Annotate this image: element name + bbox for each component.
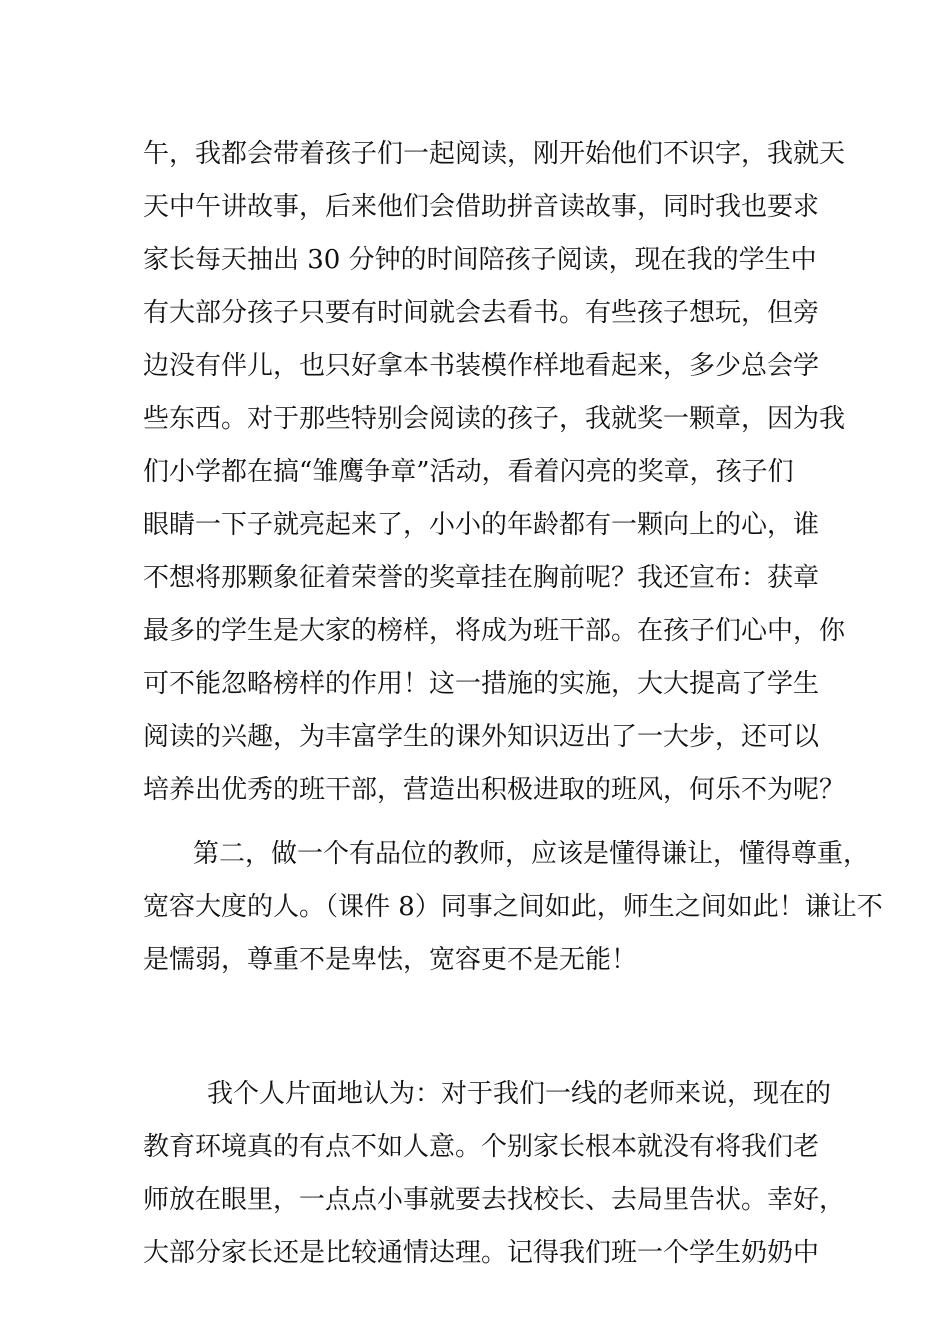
text-line: 阅读的兴趣，为丰富学生的课外知识迈出了一大步，还可以 xyxy=(143,722,820,752)
text-line: 午，我都会带着孩子们一起阅读，刚开始他们不识字，我就天 xyxy=(143,139,846,169)
text-line: 教育环境真的有点不如人意。个别家长根本就没有将我们老 xyxy=(143,1132,820,1162)
paragraph-respect-tolerance xyxy=(143,828,883,987)
paragraph-education-environment xyxy=(143,1068,846,1280)
text-line: 培养出优秀的班干部，营造出积极进取的班风，何乐不为呢？ xyxy=(143,775,846,805)
text-line: 是懦弱，尊重不是卑怯，宽容更不是无能！ xyxy=(143,945,638,975)
text-line: 我个人片面地认为：对于我们一线的老师来说，现在的 xyxy=(207,1079,832,1109)
text-line: 眼睛一下子就亮起来了，小小的年龄都有一颗向上的心，谁 xyxy=(143,510,820,540)
text-line: 第二，做一个有品位的教师，应该是懂得谦让，懂得尊重， xyxy=(193,839,870,869)
text-line: 师放在眼里，一点点小事就要去找校长、去局里告状。幸好， xyxy=(143,1185,846,1215)
text-line: 家长每天抽出 30 分钟的时间陪孩子阅读，现在我的学生中 xyxy=(143,245,817,275)
text-line: 有大部分孩子只要有时间就会去看书。有些孩子想玩，但旁 xyxy=(143,298,820,328)
text-line: 不想将那颗象征着荣誉的奖章挂在胸前呢？我还宣布：获章 xyxy=(143,563,820,593)
text-line: 天中午讲故事，后来他们会借助拼音读故事，同时我也要求 xyxy=(143,192,820,222)
paragraph-reading-activity xyxy=(143,128,846,817)
text-line: 宽容大度的人。（课件 8）同事之间如此，师生之间如此！谦让不 xyxy=(143,892,883,922)
text-line: 大部分家长还是比较通情达理。记得我们班一个学生奶奶中 xyxy=(143,1238,820,1268)
text-line: 们小学都在搞“雏鹰争章”活动，看着闪亮的奖章，孩子们 xyxy=(143,457,794,487)
text-line: 最多的学生是大家的榜样，将成为班干部。在孩子们心中，你 xyxy=(143,616,846,646)
text-line: 些东西。对于那些特别会阅读的孩子，我就奖一颗章，因为我 xyxy=(143,404,846,434)
text-line: 可不能忽略榜样的作用！这一措施的实施，大大提高了学生 xyxy=(143,669,820,699)
text-line: 边没有伴儿，也只好拿本书装模作样地看起来，多少总会学 xyxy=(143,351,820,381)
